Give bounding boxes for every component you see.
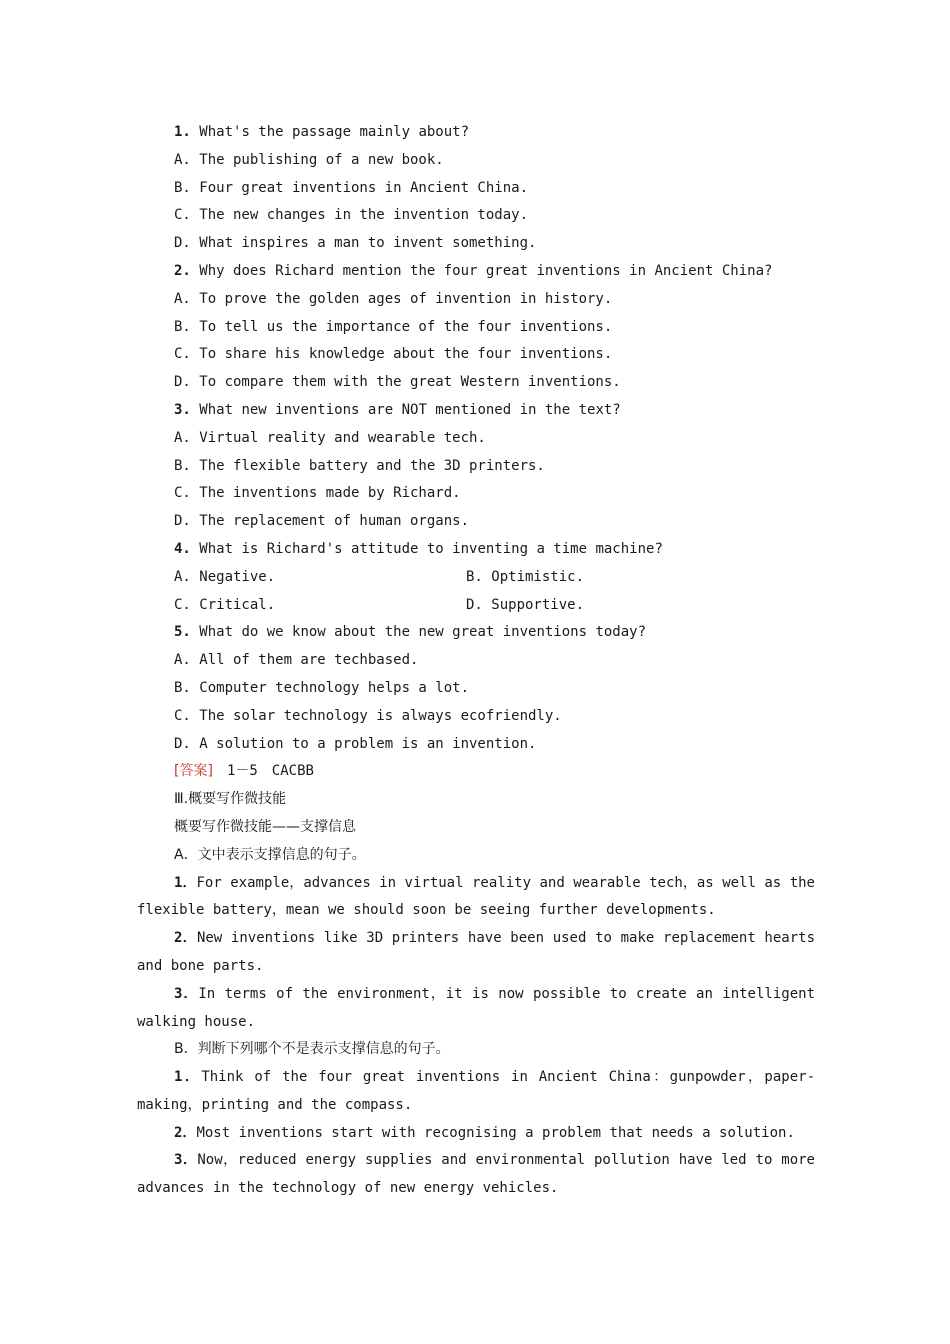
- option: D. What inspires a man to invent something.: [174, 235, 537, 252]
- option: D. A solution to a problem is an invention.: [174, 735, 537, 752]
- question-text: What's the passage mainly about?: [199, 124, 470, 140]
- question-5-stem: [137, 619, 815, 647]
- question-3-stem: [137, 397, 815, 425]
- item-text: Most inventions start with recognising a problem that needs a solution.: [196, 1124, 795, 1141]
- option: B. Computer technology helps a lot.: [174, 679, 470, 696]
- item-text: Think of the four great inventions in Ancient China：gunpowder，paper-making，printing and the compass.: [137, 1069, 815, 1113]
- item-number: 2．: [174, 1124, 197, 1141]
- part-a-item-2: [137, 925, 815, 981]
- option: C. To share his knowledge about the four inventions.: [174, 346, 613, 363]
- question-1-stem: [137, 119, 815, 147]
- answer-line: [137, 758, 815, 786]
- option: B. Optimistic.: [466, 568, 585, 585]
- part-b-heading: B．判断下列哪个不是表示支撑信息的句子。: [174, 1041, 450, 1058]
- part-b-item-2: [137, 1120, 815, 1148]
- option-row: [137, 592, 815, 620]
- option: A. The publishing of a new book.: [174, 151, 444, 168]
- item-number: 3．: [174, 1152, 198, 1169]
- question-number: 1.: [174, 124, 191, 140]
- question-2-stem: [137, 258, 815, 286]
- option: A. Negative.: [174, 568, 276, 585]
- question-text: What is Richard's attitude to inventing a time machine?: [199, 540, 663, 557]
- question-text: What new inventions are NOT mentioned in the text?: [199, 401, 621, 418]
- part-a-heading: A．文中表示支撑信息的句子。: [174, 846, 366, 863]
- item-text: New inventions like 3D printers have been used to make replacement hearts and bone parts.: [137, 930, 815, 974]
- option: B. The flexible battery and the 3D printers.: [174, 457, 545, 474]
- item-text: In terms of the environment，it is now possible to create an intelligent walking house.: [137, 985, 815, 1030]
- option: D. To compare them with the great Western inventions.: [174, 374, 621, 391]
- option: C. The inventions made by Richard.: [174, 485, 461, 502]
- item-text: Now，reduced energy supplies and environmental pollution have led to more advances in the technology of new energy vehicles.: [137, 1152, 815, 1197]
- section-title: Ⅲ.概要写作微技能: [174, 791, 287, 808]
- question-4-stem: [137, 536, 815, 564]
- answer-text: 1－5 CACBB: [226, 763, 314, 780]
- option: C. The new changes in the invention today.: [174, 207, 529, 224]
- option: C. Critical.: [174, 596, 276, 613]
- option-row: [137, 564, 815, 592]
- part-a-item-1: [137, 870, 815, 926]
- option: D. The replacement of human organs.: [174, 513, 470, 530]
- part-a-item-3: [137, 981, 815, 1037]
- option: D. Supportive.: [466, 596, 585, 613]
- item-number: 1．: [174, 1069, 202, 1086]
- option: B. To tell us the importance of the four inventions.: [174, 318, 613, 335]
- item-number: 2．: [174, 930, 197, 947]
- part-b-item-1: [137, 1064, 815, 1120]
- option: A. All of them are techbased.: [174, 652, 419, 669]
- option: A. To prove the golden ages of invention in history.: [174, 290, 613, 307]
- option: A. Virtual reality and wearable tech.: [174, 429, 486, 446]
- item-number: 3．: [174, 985, 199, 1002]
- question-text: What do we know about the new great inventions today?: [199, 624, 647, 641]
- item-text: For example，advances in virtual reality and wearable tech，as well as the flexible battery，mean we should soon be seeing further developments.: [137, 874, 815, 919]
- question-number: 5.: [174, 624, 191, 641]
- question-number: 3.: [174, 401, 191, 418]
- part-b-item-3: [137, 1147, 815, 1203]
- answer-tag: [答案]: [174, 763, 213, 780]
- question-number: 2.: [174, 262, 191, 279]
- question-number: 4.: [174, 540, 191, 557]
- subsection-title: 概要写作微技能——支撑信息: [174, 818, 356, 835]
- option: B. Four great inventions in Ancient China.: [174, 179, 529, 196]
- document-content: [137, 119, 815, 1203]
- option: C. The solar technology is always ecofriendly.: [174, 707, 562, 724]
- item-number: 1．: [174, 874, 197, 891]
- question-text: Why does Richard mention the four great inventions in Ancient China?: [199, 262, 773, 279]
